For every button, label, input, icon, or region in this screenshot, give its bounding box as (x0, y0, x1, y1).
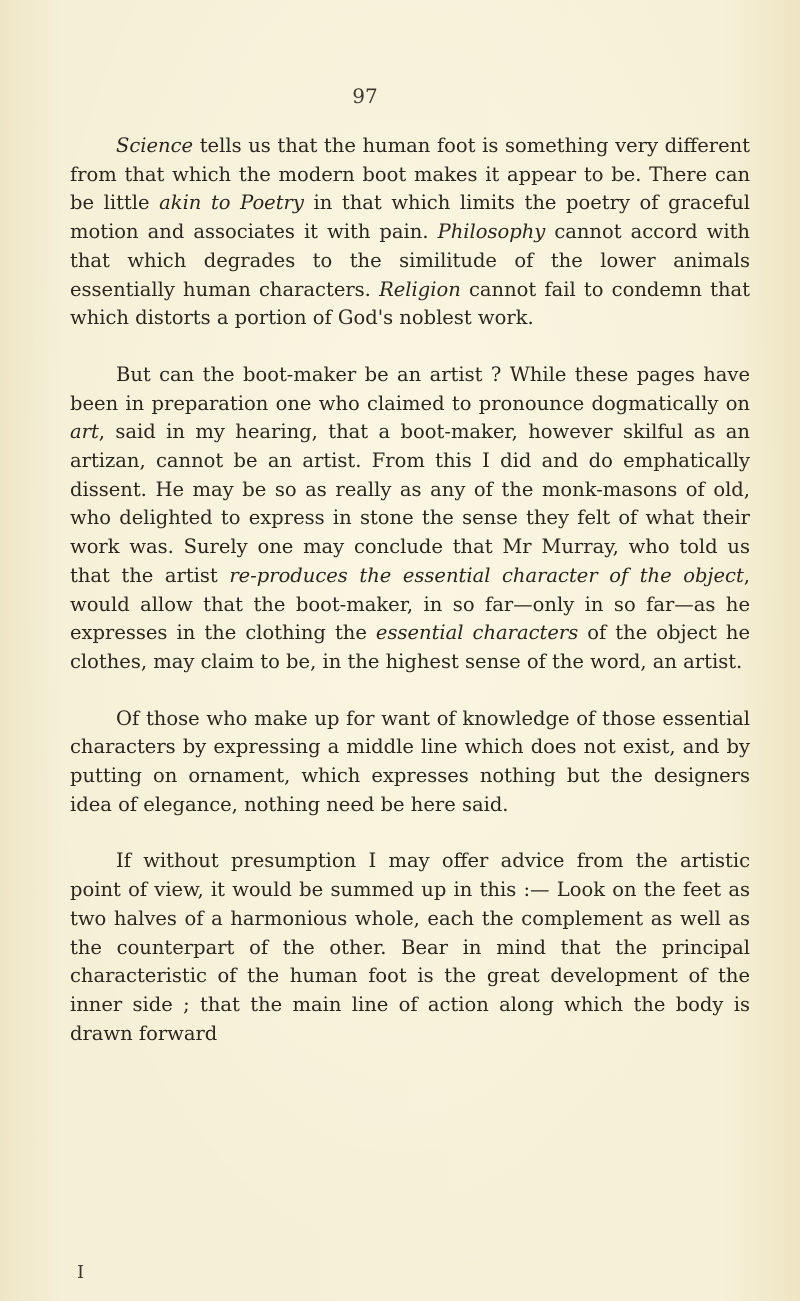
italic-text: Science (116, 134, 194, 157)
italic-text: akin to Poetry (159, 191, 304, 215)
italic-text: Philosophy (437, 220, 546, 244)
text-run: , would allow that the boot-maker, in so far—only in so far—as he expresses in the clothing the (70, 563, 750, 645)
text-run: in that which limits the poetry of graceful motion and associates it with pain. (70, 191, 751, 244)
text-run: cannot accord with that which degrades to the similitude of the lower animals essentially human characters. (70, 220, 750, 301)
text-run: of the object he clothes, may claim to be, in the highest sense of the word, an artist. (70, 621, 751, 673)
paragraph (70, 705, 750, 820)
italic-text: re-produces the essential character of the object (229, 563, 744, 587)
signature-mark: I (77, 1262, 85, 1283)
text-run: But can the boot-maker be an artist ? While these pages have been in preparation one who claimed to pronounce dogmatically on (70, 362, 750, 415)
page-number: 97 (352, 84, 378, 108)
text-run: Of those who make up for want of knowledge of those essential characters by expressing a middle line which does not exist, and by putting on ornament, which expresses nothing but the designers idea of elegance, nothing need be here said. (70, 706, 750, 816)
italic-text: art (70, 420, 99, 444)
text-run: , said in my hearing, that a boot-maker, however skilful as an artizan, cannot be an artist. From this I did and do emphatically dissent. He may be so as really as any of the monk-masons of old, who delighted to express in stone the sense they felt of what their work was. Surely one may conclude that Mr Murray, who told us that the artist (70, 420, 750, 587)
text-run: cannot fail to condemn that which distorts a portion of God's noblest work. (70, 277, 751, 330)
paragraph (70, 361, 750, 677)
italic-text: essential characters (375, 621, 579, 645)
paragraph (70, 847, 750, 1048)
text-run: tells us that the human foot is something very different from that which the modern boot makes it appear to be. There can be little (70, 134, 750, 215)
text-run: If without presumption I may offer advice from the artistic point of view, it would be summed up in this :— Look on the feet as two halves of a harmonious whole, each the complement as well as the counterpart of the other. Bear in mind that the principal characteristic of the human foot is the great development of the inner side ; that the main line of action along which the body is drawn forward (70, 849, 750, 1045)
paragraph (70, 132, 750, 333)
body-text (70, 132, 750, 1048)
italic-text: Religion (379, 277, 461, 301)
